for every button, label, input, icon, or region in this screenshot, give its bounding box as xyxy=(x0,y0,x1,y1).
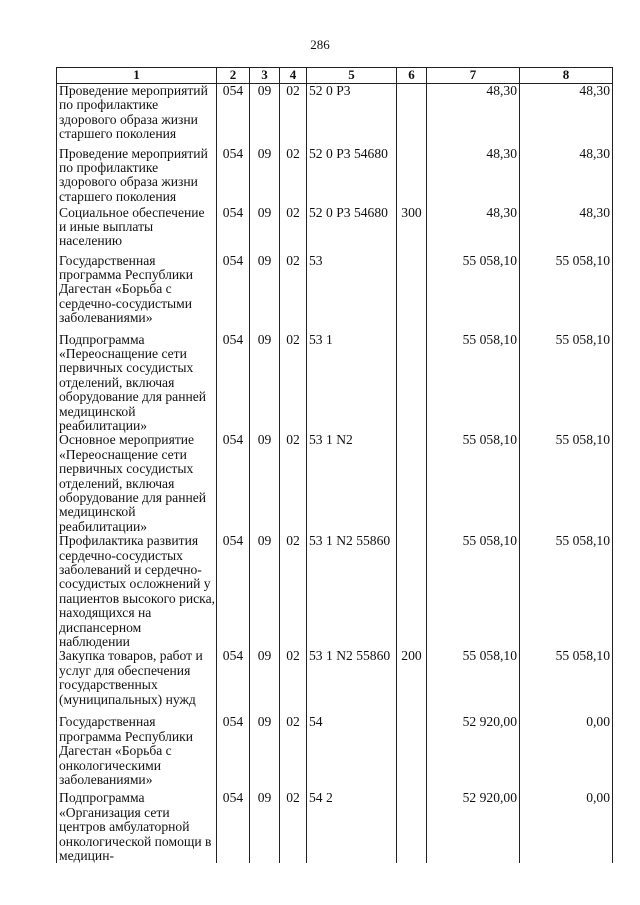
row-amount-cell: 55 058,10 xyxy=(520,534,613,649)
row-amount-cell: 0,00 xyxy=(520,791,613,863)
row-type-cell xyxy=(397,715,427,791)
row-amount-cell: 48,30 xyxy=(520,206,613,254)
row-section-cell: 09 xyxy=(250,433,280,534)
row-section-cell: 09 xyxy=(250,254,280,333)
row-target-cell: 53 1 N2 55860 xyxy=(307,534,397,649)
header-row xyxy=(57,68,613,84)
row-name-cell: Подпрограмма «Организация сети центров амбулаторной онкологической помощи в медицин- xyxy=(57,791,217,863)
column-header: 8 xyxy=(520,68,613,84)
row-code-cell: 054 xyxy=(217,147,250,206)
row-name-cell: Основное мероприятие «Переоснащение сети первичных сосудистых отделений, включая оборудование для ранней медицинской реабилитации» xyxy=(57,433,217,534)
table-row xyxy=(57,254,613,333)
row-subsection-cell: 02 xyxy=(280,206,307,254)
column-header: 5 xyxy=(307,68,397,84)
row-target-cell: 52 0 P3 54680 xyxy=(307,206,397,254)
row-code-cell: 054 xyxy=(217,649,250,715)
row-amount-cell: 48,30 xyxy=(520,84,613,147)
row-type-cell xyxy=(397,254,427,333)
row-subsection-cell: 02 xyxy=(280,333,307,434)
table-row xyxy=(57,433,613,534)
row-amount-cell: 48,30 xyxy=(427,84,520,147)
row-name-cell: Подпрограмма «Переоснащение сети первичных сосудистых отделений, включая оборудование для ранней медицинской реабилитации» xyxy=(57,333,217,434)
row-code-cell: 054 xyxy=(217,333,250,434)
row-type-cell xyxy=(397,147,427,206)
row-name-cell: Закупка товаров, работ и услуг для обеспечения государственных (муниципальных) нужд xyxy=(57,649,217,715)
row-name-cell: Государственная программа Республики Дагестан «Борьба с сердечно-сосудистыми заболеваниями» xyxy=(57,254,217,333)
row-code-cell: 054 xyxy=(217,534,250,649)
table-row xyxy=(57,84,613,147)
table-row xyxy=(57,715,613,791)
row-subsection-cell: 02 xyxy=(280,147,307,206)
row-amount-cell: 55 058,10 xyxy=(520,254,613,333)
row-section-cell: 09 xyxy=(250,84,280,147)
column-header: 4 xyxy=(280,68,307,84)
row-type-cell xyxy=(397,791,427,863)
row-amount-cell: 48,30 xyxy=(520,147,613,206)
row-type-cell xyxy=(397,333,427,434)
row-target-cell: 53 1 xyxy=(307,333,397,434)
row-target-cell: 53 1 N2 xyxy=(307,433,397,534)
row-target-cell: 53 1 N2 55860 xyxy=(307,649,397,715)
row-target-cell: 54 xyxy=(307,715,397,791)
row-section-cell: 09 xyxy=(250,147,280,206)
column-header: 3 xyxy=(250,68,280,84)
column-header: 1 xyxy=(57,68,217,84)
row-amount-cell: 55 058,10 xyxy=(427,534,520,649)
row-type-cell: 300 xyxy=(397,206,427,254)
row-section-cell: 09 xyxy=(250,715,280,791)
row-amount-cell: 52 920,00 xyxy=(427,791,520,863)
row-section-cell: 09 xyxy=(250,534,280,649)
row-section-cell: 09 xyxy=(250,791,280,863)
row-subsection-cell: 02 xyxy=(280,534,307,649)
table-row xyxy=(57,649,613,715)
row-amount-cell: 55 058,10 xyxy=(427,254,520,333)
row-name-cell: Государственная программа Республики Дагестан «Борьба с онкологическими заболеваниями» xyxy=(57,715,217,791)
row-type-cell xyxy=(397,534,427,649)
page-number: 286 xyxy=(310,37,330,52)
row-target-cell: 54 2 xyxy=(307,791,397,863)
row-amount-cell: 55 058,10 xyxy=(427,433,520,534)
row-code-cell: 054 xyxy=(217,84,250,147)
row-amount-cell: 0,00 xyxy=(520,715,613,791)
row-name-cell: Проведение мероприятий по профилактике здорового образа жизни старшего поколения xyxy=(57,147,217,206)
table-row xyxy=(57,534,613,649)
row-target-cell: 52 0 P3 54680 xyxy=(307,147,397,206)
row-code-cell: 054 xyxy=(217,254,250,333)
row-code-cell: 054 xyxy=(217,791,250,863)
row-type-cell xyxy=(397,433,427,534)
budget-table xyxy=(56,67,613,863)
row-amount-cell: 55 058,10 xyxy=(427,333,520,434)
column-header: 2 xyxy=(217,68,250,84)
row-amount-cell: 55 058,10 xyxy=(427,649,520,715)
row-amount-cell: 55 058,10 xyxy=(520,433,613,534)
row-code-cell: 054 xyxy=(217,433,250,534)
table-row xyxy=(57,147,613,206)
column-header: 6 xyxy=(397,68,427,84)
row-subsection-cell: 02 xyxy=(280,649,307,715)
row-subsection-cell: 02 xyxy=(280,791,307,863)
row-code-cell: 054 xyxy=(217,715,250,791)
row-amount-cell: 48,30 xyxy=(427,206,520,254)
row-amount-cell: 48,30 xyxy=(427,147,520,206)
row-name-cell: Проведение мероприятий по профилактике здорового образа жизни старшего поколения xyxy=(57,84,217,147)
table-row xyxy=(57,791,613,863)
row-name-cell: Профилактика развития сердечно-сосудистых заболеваний и сердечно-сосудистых осложнений у пациентов высокого риска, находящихся на диспансерном наблюдении xyxy=(57,534,217,649)
table-row xyxy=(57,333,613,434)
row-amount-cell: 55 058,10 xyxy=(520,649,613,715)
row-code-cell: 054 xyxy=(217,206,250,254)
row-subsection-cell: 02 xyxy=(280,84,307,147)
row-section-cell: 09 xyxy=(250,649,280,715)
row-amount-cell: 52 920,00 xyxy=(427,715,520,791)
row-type-cell: 200 xyxy=(397,649,427,715)
row-section-cell: 09 xyxy=(250,206,280,254)
row-subsection-cell: 02 xyxy=(280,715,307,791)
row-name-cell: Социальное обеспечение и иные выплаты населению xyxy=(57,206,217,254)
row-target-cell: 52 0 P3 xyxy=(307,84,397,147)
row-target-cell: 53 xyxy=(307,254,397,333)
row-type-cell xyxy=(397,84,427,147)
row-subsection-cell: 02 xyxy=(280,254,307,333)
row-amount-cell: 55 058,10 xyxy=(520,333,613,434)
row-subsection-cell: 02 xyxy=(280,433,307,534)
column-header: 7 xyxy=(427,68,520,84)
row-section-cell: 09 xyxy=(250,333,280,434)
table-row xyxy=(57,206,613,254)
